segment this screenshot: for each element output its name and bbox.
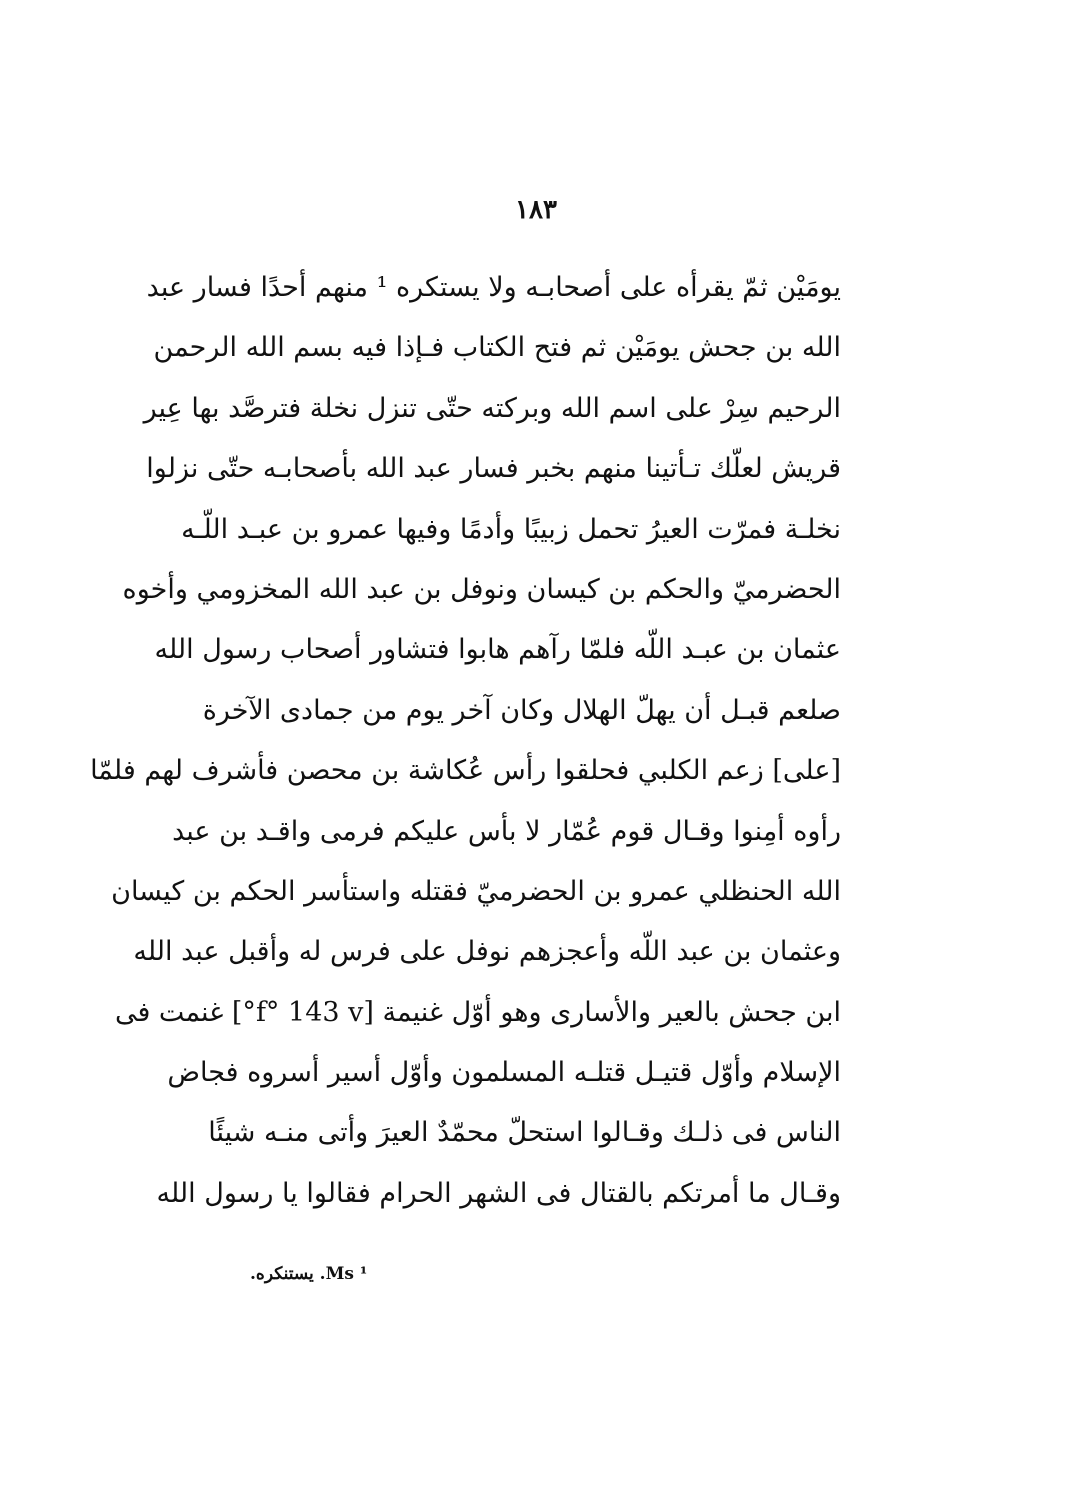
text-line: وعثمان بن عبد اللّه وأعجزهم نوفل على فرس له وأقبل عبد الله [133, 936, 841, 968]
text-line: نخلـة فمرّت العيرُ تحمل زبيبًا وأدمًا وفيها عمرو بن عبـد اللّـه [181, 513, 841, 545]
text-line: الحضرميّ والحكم بن كيسان ونوفل بن عبد الله المخزومي وأخوه [122, 573, 841, 605]
text-line: صلعم قبـل أن يهلّ الهلال وكان آخر يوم من جمادى الآخرة [202, 694, 841, 726]
page-number: ١٨٣ [515, 195, 557, 225]
text-line: يومَيْن ثمّ يقرأه على أصحابـه ولا يستكره ¹ منهم أحدًا فسار عبد [146, 272, 841, 303]
text-line: الناس فى ذلـك وقـالوا استحلّ محمّدٌ العيرَ وأتى منـه شيئًا [208, 1117, 841, 1149]
text-line: الله بن جحش يومَيْن ثم فتح الكتاب فـإذا فيه بسم الله الرحمن [153, 332, 841, 364]
body-text [90, 258, 841, 1224]
text-line: عثمان بن عبـد اللّه فلمّا رآهم هابوا فتشاور أصحاب رسول الله [154, 634, 841, 666]
text-line: وقـال ما أمرتكم بالقتال فى الشهر الحرام فقالوا يا رسول الله [156, 1177, 841, 1209]
text-line: ابن جحش بالعير والأسارى وهو أوّل غنيمة [f° 143 v°] غنمت فى [114, 996, 841, 1028]
text-line: الرحيم سِرْ على اسم الله وبركته حتّى تنزل نخلة فترصَّد بها عِير [143, 392, 841, 424]
footnote: ¹ Ms. يستنكره. [250, 1264, 368, 1284]
text-line: الله الحنظلي عمرو بن الحضرميّ فقتله واستأسر الحكم بن كيسان [111, 875, 841, 907]
text-line: الإسلام وأوّل قتيـل قتلـه المسلمون وأوّل أسير أسروه فجاض [167, 1057, 841, 1089]
text-line: [على] زعم الكلبي فحلقوا رأس عُكاشة بن محصن فأشرف لهم فلمّا [90, 755, 841, 787]
text-line: رأوه أمِنوا وقـال قوم عُمّار لا بأس عليكم فرمى واقـد بن عبد [172, 815, 841, 847]
text-line: قريش لعلّك تـأتينا منهم بخبر فسار عبد الله بأصحابـه حتّى نزلوا [146, 453, 841, 485]
